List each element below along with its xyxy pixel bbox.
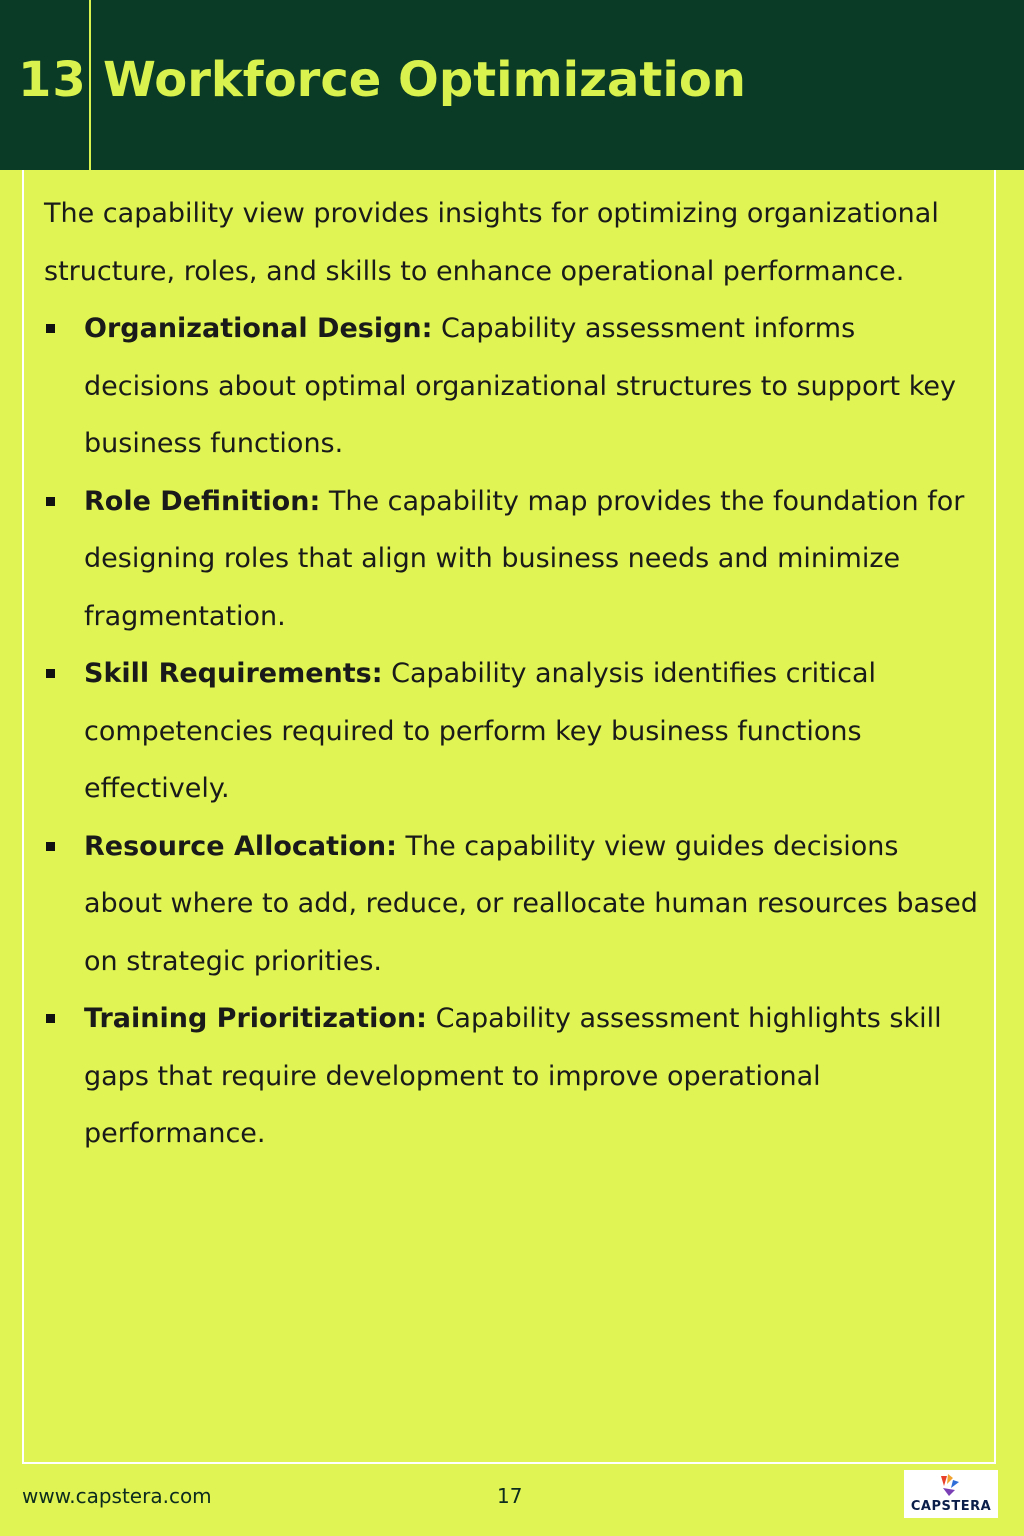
item-term: Training Prioritization: xyxy=(84,1003,427,1034)
item-text: Capability assessment highlights skill gaps that require development to improve operational performance. xyxy=(84,1003,942,1149)
page-number: 17 xyxy=(497,1484,523,1508)
item-text: Capability assessment informs decisions about optimal organizational structures to support key business functions. xyxy=(84,313,956,459)
square-bullet-icon xyxy=(46,324,55,333)
item-term: Organizational Design: xyxy=(84,313,433,344)
logo-wordmark: CAPSTERA xyxy=(910,1499,992,1514)
square-bullet-icon xyxy=(46,1014,55,1023)
header-divider xyxy=(89,0,91,170)
square-bullet-icon xyxy=(46,497,55,506)
page-title: Workforce Optimization xyxy=(103,52,746,108)
section-number: 13 xyxy=(18,52,87,108)
list-item xyxy=(44,990,984,1163)
item-term: Skill Requirements: xyxy=(84,658,383,689)
intro-paragraph: The capability view provides insights for optimizing organizational structure, roles, and skills to enhance operational performance. xyxy=(44,198,939,287)
main-content xyxy=(44,185,984,1163)
list-item xyxy=(44,818,984,991)
list-item xyxy=(44,473,984,646)
logo-mark-icon xyxy=(937,1472,965,1498)
item-text: The capability map provides the foundation for designing roles that align with business needs and minimize fragmentation. xyxy=(84,485,965,632)
square-bullet-icon xyxy=(46,669,55,678)
capstera-logo xyxy=(904,1470,998,1518)
item-text: Capability analysis identifies critical competencies required to perform key business functions effectively. xyxy=(84,658,877,804)
item-text: The capability view guides decisions about where to add, reduce, or reallocate human resources based on strategic priorities. xyxy=(84,830,978,977)
square-bullet-icon xyxy=(46,842,55,851)
page-header xyxy=(0,0,1024,170)
item-term: Role Definition: xyxy=(84,485,321,517)
item-term: Resource Allocation: xyxy=(84,830,397,862)
bullet-list xyxy=(44,300,984,1163)
list-item xyxy=(44,300,984,473)
list-item xyxy=(44,645,984,818)
footer-website-link[interactable]: www.capstera.com xyxy=(22,1484,212,1508)
